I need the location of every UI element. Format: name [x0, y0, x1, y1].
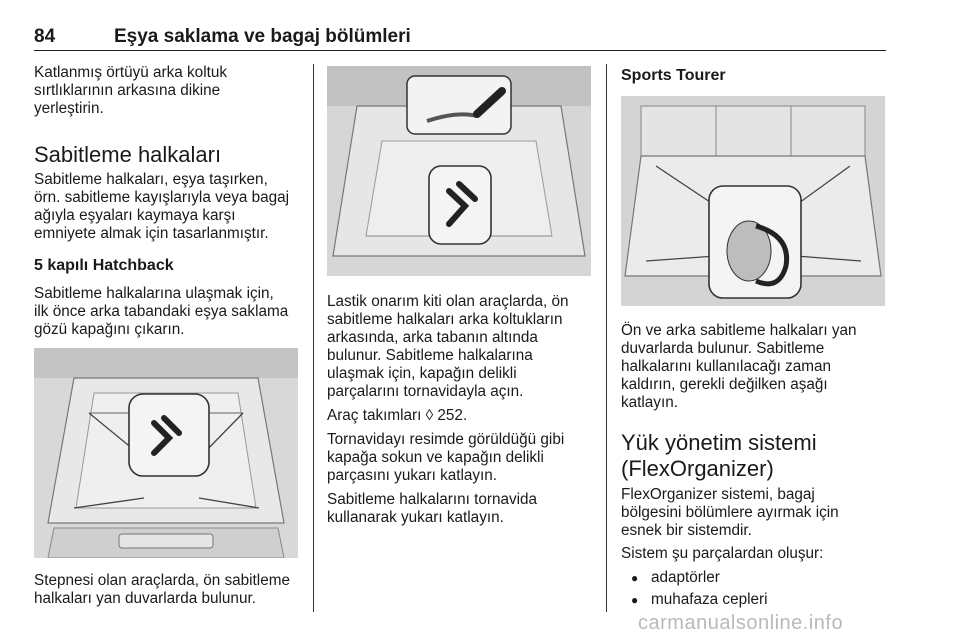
column-divider: [313, 64, 314, 612]
list-item: ● muhafaza cepleri: [621, 591, 891, 609]
section-title-flexorganizer: Yük yönetim sistemi (FlexOrganizer): [621, 430, 817, 481]
page-title: Eşya saklama ve bagaj bölümleri: [114, 26, 411, 47]
repair-kit-paragraph: Lastik onarım kiti olan araçlarda, ön sabitleme halkaları arka koltukların arkasında, arka tabanın altında bulunur. Sabitleme halkalarına ulaşmak için, kapağın delikli parçalarını tornavidayla açın.: [327, 293, 569, 400]
section-title-tie-down: Sabitleme halkaları: [34, 142, 222, 167]
flexorganizer-paragraph: FlexOrganizer sistemi, bagaj bölgesini bölümlere ayırmak için esnek bir sistemdir.: [621, 486, 839, 539]
stepne-caption: Stepnesi olan araçlarda, ön sabitleme halkaları yan duvarlarda bulunur.: [34, 572, 290, 607]
page-number: 84: [34, 26, 56, 47]
sports-tourer-subtitle: Sports Tourer: [621, 67, 726, 84]
fold-up-paragraph: Sabitleme halkalarını tornavida kullanarak yukarı katlayın.: [327, 491, 538, 526]
sports-tourer-trunk-illustration: [621, 96, 885, 306]
tie-down-paragraph: Sabitleme halkaları, eşya taşırken, örn. sabitleme kayışlarıyla veya bagaj ağıyla eşyaları kaymaya karşı emniyete almak için tasarlanmıştır.: [34, 171, 290, 242]
column-divider: [606, 64, 607, 612]
list-item: ● adaptörler: [621, 569, 891, 587]
hatchback-paragraph: Sabitleme halkalarına ulaşmak için, ilk önce arka tabandaki eşya saklama gözü kapağını çıkarın.: [34, 285, 289, 338]
components-list: [621, 569, 891, 609]
intro-paragraph: Katlanmış örtüyü arka koltuk sırtlıklarının arkasına dikine yerleştirin.: [34, 64, 227, 117]
watermark: carmanualsonline.info: [638, 612, 844, 634]
sports-tourer-paragraph: Ön ve arka sabitleme halkaları yan duvarlarda bulunur. Sabitleme halkalarını kullanılacağı zaman kaldırın, gerekli değilken aşağı katlayın.: [621, 322, 857, 411]
vehicle-tools-link[interactable]: Araç takımları ◊ 252.: [327, 407, 468, 424]
hatchback-subtitle: 5 kapılı Hatchback: [34, 257, 174, 274]
components-intro: Sistem şu parçalardan oluşur:: [621, 545, 824, 562]
reference-arrow-icon: ◊: [425, 407, 434, 424]
hatchback-trunk-illustration: [34, 348, 298, 558]
repair-kit-trunk-illustration: [327, 66, 591, 276]
screwdriver-paragraph: Tornavidayı resimde görüldüğü gibi kapağa sokun ve kapağın delikli parçasını yukarı katlayın.: [327, 431, 565, 484]
page-header: [34, 26, 886, 51]
cross-reference: [327, 407, 467, 425]
